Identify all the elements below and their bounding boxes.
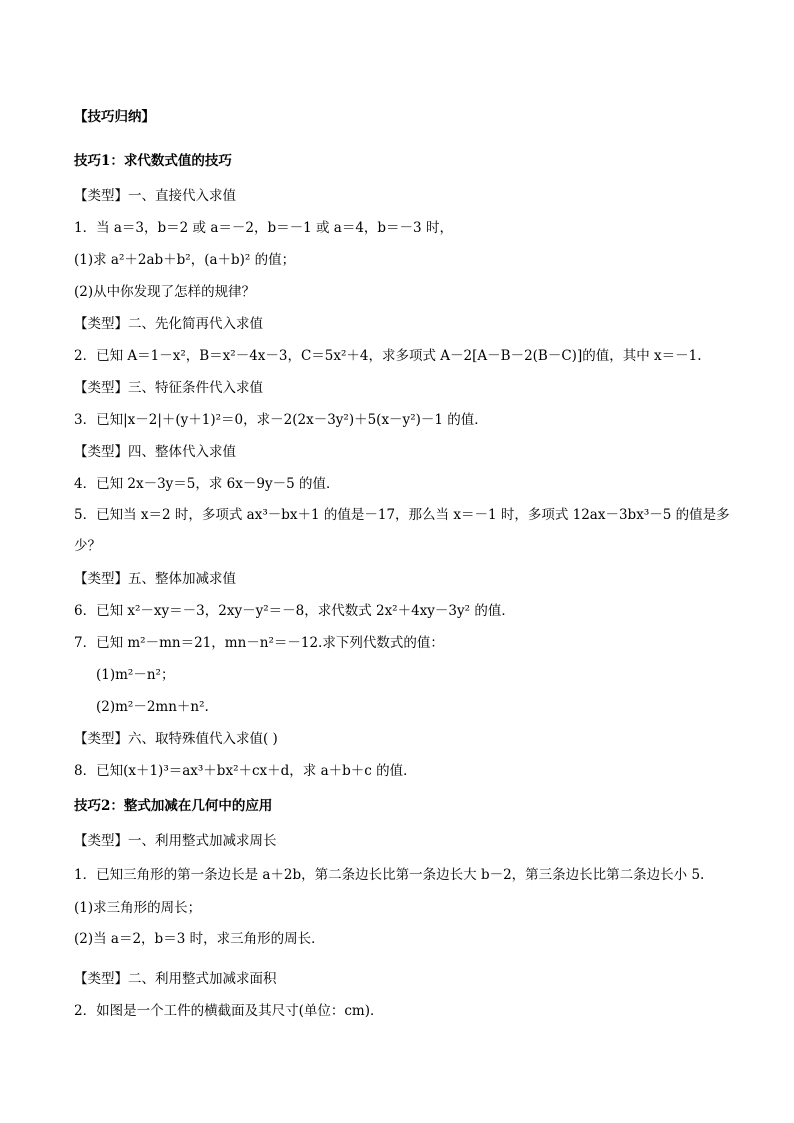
technique1-question5-line1: 5．已知当 x＝2 时，多项式 ax³－bx＋1 的值是－17，那么当 x＝－1 时，多项式 12ax－3bx³－5 的值是多	[74, 507, 730, 523]
section-title: 【技巧归纳】	[74, 109, 155, 125]
technique1-question6: 6．已知 x²－xy＝－3，2xy－y²＝－8，求代数式 2x²＋4xy－3y² 的值．	[74, 603, 515, 619]
technique1-question2: 2．已知 A＝1－x²，B＝x²－4x－3，C＝5x²＋4，求多项式 A－2[A－B－2(B－C)]的值，其中 x＝－1.	[74, 348, 702, 364]
technique1-question8: 8．已知(x＋1)³＝ax³＋bx²＋cx＋d，求 a＋b＋c 的值．	[74, 763, 417, 779]
technique2-type1: 【类型】一、利用整式加减求周长	[74, 833, 277, 849]
technique1-question3: 3．已知|x－2|＋(y＋1)²＝0，求－2(2x－3y²)＋5(x－y²)－1 的值．	[74, 412, 488, 428]
technique1-type3: 【类型】三、特征条件代入求值	[74, 380, 263, 396]
technique1-question1: 1．当 a＝3，b＝2 或 a＝－2，b＝－1 或 a＝4，b＝－3 时，	[74, 220, 453, 236]
technique2-question1-part1: (1)求三角形的周长；	[74, 900, 202, 916]
technique2-type2: 【类型】二、利用整式加减求面积	[74, 971, 277, 987]
technique1-question1-part1: (1)求 a²＋2ab＋b²，(a＋b)² 的值；	[74, 252, 296, 268]
technique1-question4: 4．已知 2x－3y＝5，求 6x－9y－5 的值．	[74, 476, 340, 492]
technique1-type1: 【类型】一、直接代入求值	[74, 188, 236, 204]
technique1-type2: 【类型】二、先化简再代入求值	[74, 316, 263, 332]
technique2-question2: 2．如图是一个工件的横截面及其尺寸(单位：cm)．	[74, 1003, 384, 1019]
technique1-question7: 7．已知 m²－mn＝21，mn－n²＝－12.求下列代数式的值：	[74, 635, 444, 651]
technique1-question7-part1: (1)m²－n²；	[96, 667, 175, 683]
technique1-type5: 【类型】五、整体加减求值	[74, 571, 236, 587]
technique1-question1-part2: (2)从中你发现了怎样的规律？	[74, 284, 256, 300]
technique1-question7-part2: (2)m²－2mn＋n².	[96, 699, 209, 715]
technique1-type6: 【类型】六、取特殊值代入求值( )	[74, 731, 278, 747]
technique2-title: 技巧2：整式加减在几何中的应用	[74, 798, 273, 814]
technique1-title: 技巧1：求代数式值的技巧	[74, 153, 232, 169]
technique1-question5-line2: 少？	[74, 538, 101, 554]
technique1-type4: 【类型】四、整体代入求值	[74, 444, 236, 460]
technique2-question1-part2: (2)当 a＝2，b＝3 时，求三角形的周长．	[74, 931, 325, 947]
technique2-question1: 1．已知三角形的第一条边长是 a＋2b，第二条边长比第一条边长大 b－2，第三条边长比第二条边长小 5.	[74, 867, 705, 883]
